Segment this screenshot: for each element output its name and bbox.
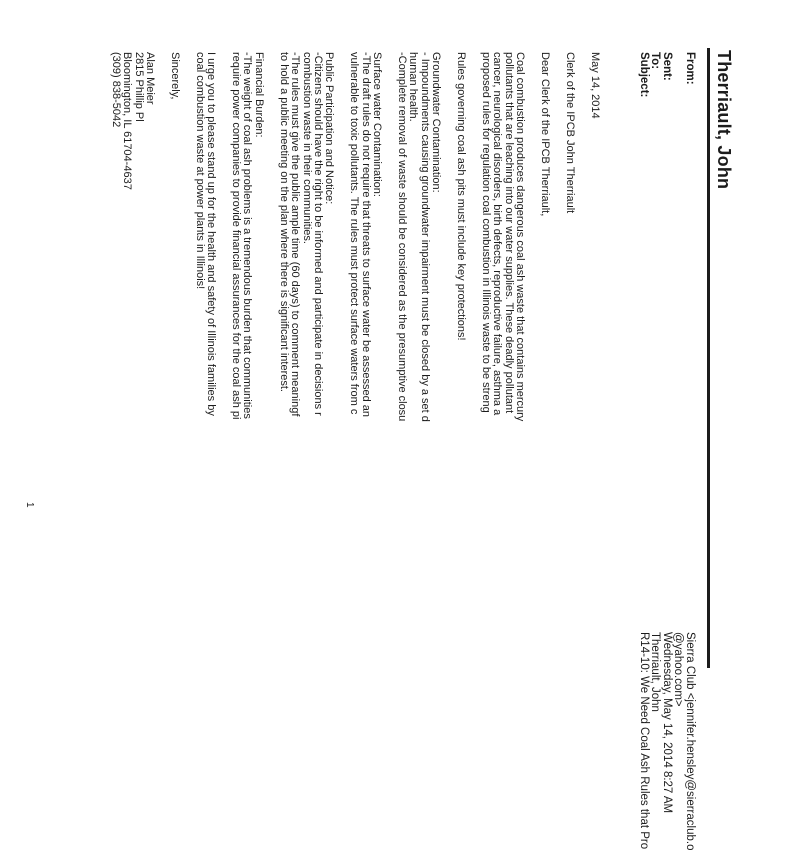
signature-phone: (309) 838-5042 (109, 52, 122, 128)
header-value: @yahoo.com> (672, 632, 685, 707)
section-line: -The weight of coal ash problems is a tremendous burden that communities (241, 52, 254, 419)
rules-intro: Rules governing coal ash pits must include key protections! (455, 52, 468, 341)
section-line: vulnerable to toxic pollutants. The rules must protect surface waters from c (348, 52, 361, 415)
header-label: Subject: (638, 52, 650, 98)
section-line: to hold a public meeting on the plan where there is significant interest. (277, 52, 290, 392)
header-value: Therriault, John (649, 632, 662, 712)
section-title: Financial Burden: (252, 52, 265, 138)
closing-line: coal combustion waste at power plants in Illinois! (193, 52, 206, 290)
header-label: To: (649, 52, 662, 70)
page-number: 1 (24, 502, 35, 508)
closing-paragraph (193, 52, 216, 692)
letter-recipient-line: Clerk of the IPCB John Therriault (564, 52, 577, 214)
section-line: -The draft rules do not require that threats to surface water be assessed an (359, 52, 372, 418)
section-title: Groundwater Contamination: (430, 52, 443, 193)
letter-salutation: Dear Clerk of the IPCB Therriault, (539, 52, 552, 217)
section-line: combustion waste in their communities. (300, 52, 313, 244)
intro-paragraph (480, 52, 526, 692)
header-value: Sierra Club <jennifer.hensley@sierraclub.o (684, 632, 696, 850)
section-groundwater (396, 52, 442, 692)
section-line: human health. (407, 52, 420, 122)
section-line: -The rules must give the public ample time (60 days) to comment meaningf (289, 52, 302, 417)
section-title: Surface water Contamination: (371, 52, 384, 197)
intro-line: pollutants that are leaching into our water supplies. These deadly pollutant (502, 52, 515, 414)
signoff: Sincerely, (168, 52, 181, 100)
letter-date: May 14, 2014 (589, 52, 601, 119)
header-label: Sent: (661, 52, 673, 81)
section-surface-water (348, 52, 382, 692)
section-line: - Impoundments causing groundwater impairment must be closed by a set d (418, 52, 431, 422)
closing-line: I urge you to please stand up for the health and safety of Illinois families by (205, 52, 218, 416)
section-line: require power companies to provide financial assurances for the coal ash pi (230, 52, 243, 420)
signature-block (109, 52, 155, 692)
recipient-name-heading: Therriault, John (714, 50, 734, 190)
section-public-participation (277, 52, 334, 692)
section-line: -Complete removal of waste should be considered as the presumptive closu (396, 52, 409, 422)
signature-name: Alan Meier (143, 52, 156, 105)
letter-body (96, 52, 600, 692)
section-line: -Citizens should have the right to be informed and participate in decisions r (312, 52, 324, 416)
header-value: R14-10: We Need Coal Ash Rules that Pro (638, 632, 650, 850)
signature-city: Bloomington, IL 61704-4637 (121, 52, 134, 190)
header-value: Wednesday, May 14, 2014 8:27 AM (661, 632, 673, 814)
header-label: From: (684, 52, 696, 85)
intro-line: Coal combustion produces dangerous coal ash waste that contains mercury (514, 52, 527, 422)
heading-divider (707, 48, 710, 668)
intro-line: cancer, neurological disorders, birth defects, reproductive failure, asthma a (491, 52, 504, 416)
section-financial-burden (230, 52, 264, 692)
signature-street: 2815 Phillip Pl (132, 52, 145, 122)
section-title: Public Participation and Notice: (323, 52, 336, 205)
intro-line: proposed rules for regulation coal combustion in Illinois waste to be streng (480, 52, 493, 413)
